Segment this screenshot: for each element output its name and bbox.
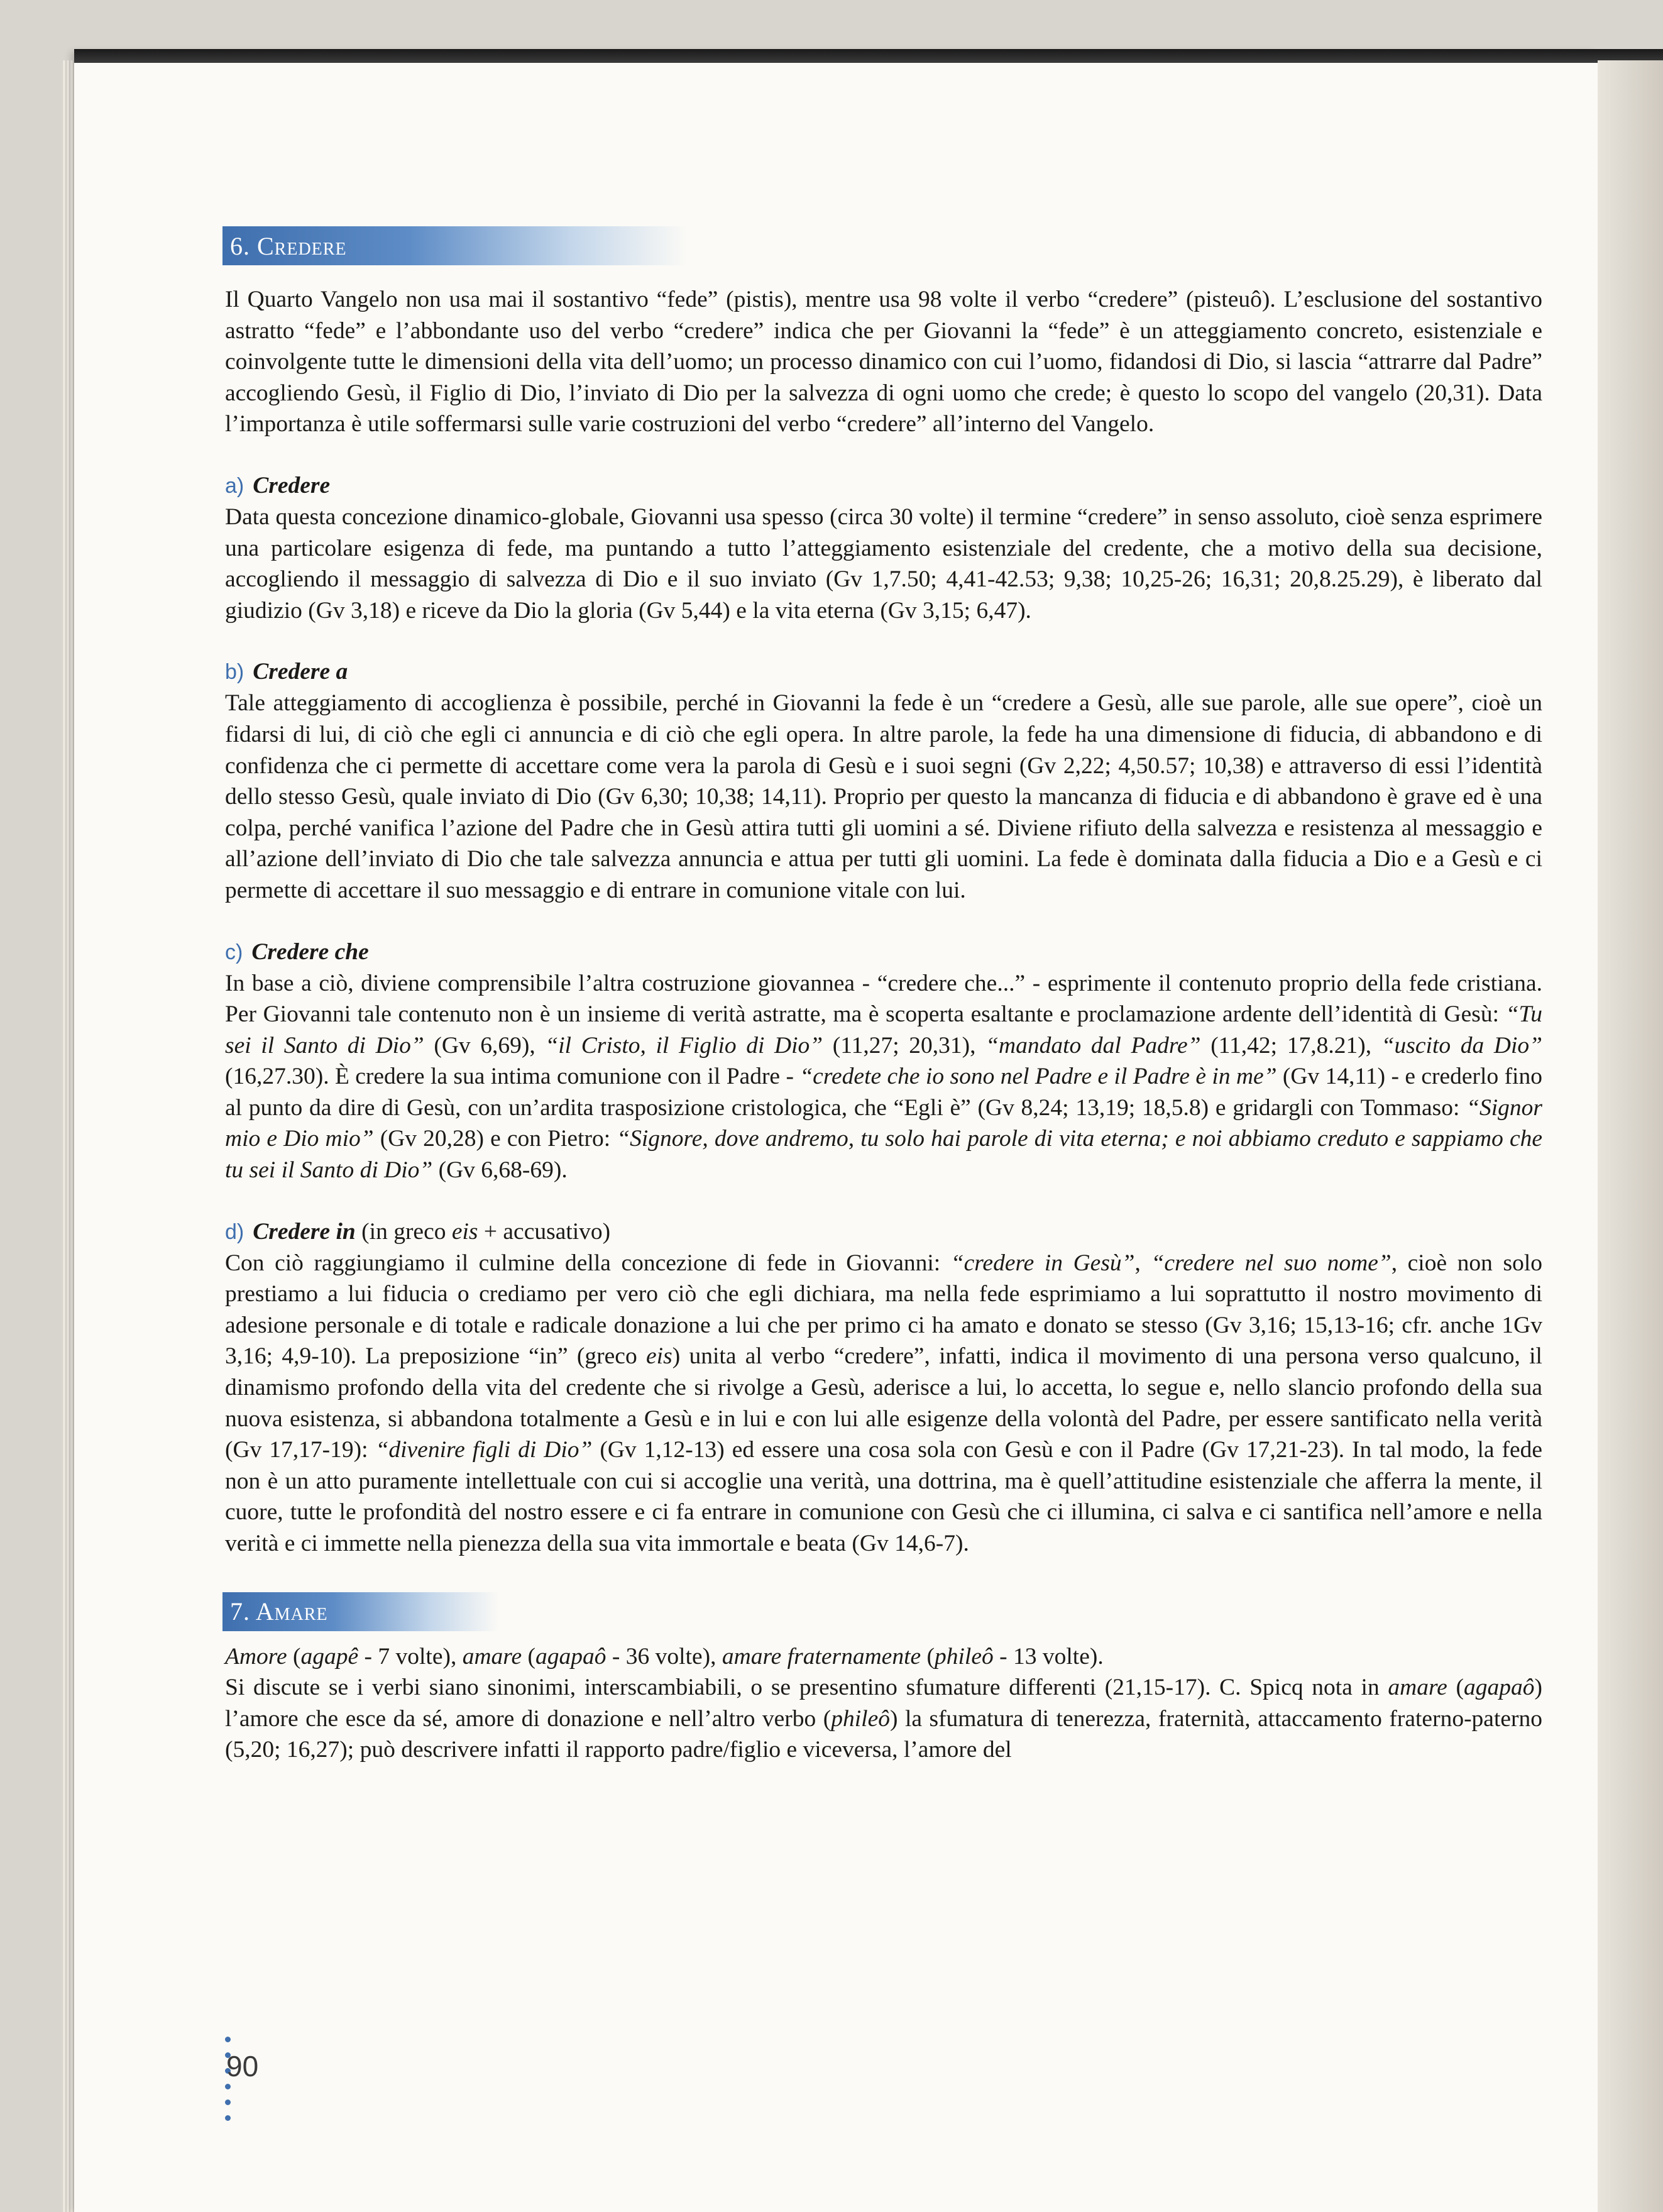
d-quote-1: “credere in Gesù” bbox=[950, 1250, 1135, 1276]
d-eis: eis bbox=[646, 1343, 672, 1370]
d-text-1: Con ciò raggiungiamo il culmine della concezione di fede in Giovanni: bbox=[225, 1250, 951, 1276]
c-text-2: (Gv 6,69), bbox=[424, 1032, 546, 1059]
subsection-a-heading bbox=[225, 470, 1542, 502]
a-text: Data questa concezione dinamico-globale, Giovanni usa spesso (circa 30 volte) il termine “credere” in senso assoluto, cioè senza esprimere una particolare esigenza di fede, ma puntando a tutto l’atteggiamento esistenziale del credente, che a motivo della sua decisione, accogliendo il messaggio di salvezza di Dio e il suo inviato (Gv 1,7.50; 4,41-42.53; 9,38; 10,25-26; 16,31; 20,8.25.29), è liberato dal giudizio (Gv 3,18) e riceve da Dio la gloria (Gv 5,44) e la vita eterna (Gv 3,15; 6,47). bbox=[225, 503, 1542, 624]
s7-amare-fraternamente: amare fraternamente bbox=[722, 1643, 921, 1670]
d-quote-3: “divenire figli di Dio” bbox=[375, 1437, 593, 1463]
s7-l2-agapao: agapaô bbox=[1464, 1675, 1535, 1701]
s7-amare: amare bbox=[462, 1643, 522, 1670]
page-content bbox=[225, 226, 1542, 1766]
s7-amore: Amore bbox=[225, 1643, 287, 1670]
subsection-d-text bbox=[225, 1248, 1542, 1560]
c-quote-3: “mandato dal Padre” bbox=[985, 1032, 1201, 1059]
subsection-d-title: Credere in bbox=[253, 1218, 356, 1245]
c-text-7: (Gv 20,28) e con Pietro: bbox=[373, 1126, 617, 1152]
c-text-5: (16,27.30). È credere la sua intima comunione con il Padre - bbox=[225, 1064, 800, 1090]
s7-l2-c: ) l’amore che esce da sé, amore di donazione e nell’altro verbo ( bbox=[225, 1675, 1542, 1732]
book-top-edge bbox=[74, 49, 1663, 63]
d-subtitle-1: (in greco bbox=[355, 1218, 452, 1245]
d-text-2: , bbox=[1134, 1250, 1151, 1276]
subsection-c-title: Credere che bbox=[251, 938, 369, 965]
c-quote-2: “il Cristo, il Figlio di Dio” bbox=[545, 1032, 823, 1059]
subsection-a-title: Credere bbox=[253, 472, 331, 498]
s7-l2-phileo: phileô bbox=[831, 1705, 890, 1732]
subsection-a-text bbox=[225, 502, 1542, 626]
s7-l2-d: ) la sfumatura di tenerezza, fraternità, attaccamento fraterno-paterno (5,20; 16,27); può descrivere infatti il rapporto padre/figlio e viceversa, l’amore del bbox=[225, 1705, 1542, 1763]
c-quote-7: “Signore, dove andremo, tu solo hai parole di vita eterna; e noi abbiamo creduto e sappiamo che tu sei il Santo di Dio” bbox=[225, 1126, 1543, 1184]
d-subtitle-eis: eis bbox=[451, 1218, 478, 1245]
c-quote-5: “credete che io sono nel Padre e il Padre è in me” bbox=[799, 1064, 1277, 1090]
d-subtitle-2: + accusativo) bbox=[478, 1218, 611, 1245]
section-7-heading: 7. Amare bbox=[230, 1597, 328, 1626]
subsection-b-heading bbox=[225, 656, 1542, 688]
d-text-5: (Gv 1,12-13) ed essere una cosa sola con Gesù e con il Padre (Gv 17,21-23). In tal modo, la fede non è un atto puramente intellettuale con cui si accoglie una verità, una dottrina, ma è quell’attitudine esistenziale che afferra la mente, il cuore, tutte le profondità del nostro essere e ci fa entrare in comunione con Gesù che ci illumina, ci salva e ci santifica nell’amore e nella verità e ci immette nella pienezza della sua vita immortale e beata (Gv 14,6-7). bbox=[225, 1437, 1542, 1556]
section-6-heading-bar bbox=[222, 226, 688, 265]
c-quote-1: “Tu sei il Santo di Dio” bbox=[225, 1001, 1542, 1059]
facing-page-edge bbox=[1598, 60, 1663, 2212]
subsection-c-heading bbox=[225, 937, 1542, 968]
subsection-d-letter: d) bbox=[225, 1219, 244, 1244]
c-text-1: In base a ciò, diviene comprensibile l’altra costruzione giovannea - “credere che...” - esprimente il contenuto proprio della fede cristiana. Per Giovanni tale contenuto non è un insieme di verità astratte, ma è scoperta esaltante e proclamazione ardente dell’identità di Gesù: bbox=[225, 970, 1542, 1028]
section-7-line-2 bbox=[225, 1672, 1542, 1766]
section-7-heading-bar bbox=[222, 1592, 499, 1631]
section-7 bbox=[225, 1592, 1542, 1766]
c-text-8: (Gv 6,68-69). bbox=[432, 1157, 568, 1184]
section-7-line-1 bbox=[225, 1641, 1542, 1673]
page-number: 90 bbox=[226, 2050, 259, 2083]
s7-agape: agapê bbox=[300, 1643, 359, 1670]
s7-l1-f: - 13 volte). bbox=[993, 1643, 1104, 1670]
section-6-intro bbox=[225, 284, 1542, 440]
d-text-4: ) unita al verbo “credere”, infatti, indica il movimento di una persona verso qualcuno, il dinamismo profondo della vita del credente che si rivolge a Gesù, aderisce a lui, lo accetta, lo segue e, nello slancio profondo della sua nuova esistenza, si abbandona totalmente a Gesù e in lui e con lui alle esigenze della volontà del Padre, per essere santificato nella verità (Gv 17,17-19): bbox=[225, 1343, 1542, 1463]
subsection-b-letter: b) bbox=[225, 660, 244, 685]
subsection-b-title: Credere a bbox=[253, 659, 348, 685]
s7-l2-a: Si discute se i verbi siano sinonimi, interscambiabili, o se presentino sfumature differenti (21,15-17). C. Spicq nota in bbox=[225, 1675, 1388, 1701]
c-text-6: (Gv 14,11) - e crederlo fino al punto da dire di Gesù, con un’ardita trasposizione cristologica, che “Egli è” (Gv 8,24; 13,19; 18,5.8) e gridargli con Tommaso: bbox=[225, 1064, 1542, 1121]
s7-l1-e: ( bbox=[921, 1643, 935, 1670]
subsection-c-letter: c) bbox=[225, 940, 243, 964]
s7-phileo: phileô bbox=[935, 1643, 994, 1670]
s7-l1-b: - 7 volte), bbox=[358, 1643, 463, 1670]
c-text-3: (11,27; 20,31), bbox=[823, 1032, 986, 1059]
s7-l2-amare: amare bbox=[1388, 1675, 1447, 1701]
c-quote-4: “uscito da Dio” bbox=[1381, 1032, 1542, 1059]
s7-l1-d: - 36 volte), bbox=[606, 1643, 722, 1670]
subsection-d-heading bbox=[225, 1216, 1542, 1248]
subsection-c-text bbox=[225, 968, 1542, 1186]
section-6-heading: 6. Credere bbox=[230, 231, 347, 260]
c-text-4: (11,42; 17,8.21), bbox=[1200, 1032, 1381, 1059]
subsection-b-text bbox=[225, 688, 1542, 906]
subsection-a-letter: a) bbox=[225, 473, 244, 498]
s7-l1-a: ( bbox=[287, 1643, 301, 1670]
d-text-3: , cioè non solo prestiamo a lui fiducia o crediamo per vero ciò che egli dichiara, ma nella fede esprimiamo a lui soprattutto il nostro movimento di adesione personale e di totale e radicale donazione a lui che per primo ci ha amato e donato se stesso (Gv 3,16; 15,13-16; cfr. anche 1Gv 3,16; 4,9-10). La preposizione “in” (greco bbox=[225, 1250, 1542, 1370]
s7-agapao: agapaô bbox=[535, 1643, 606, 1670]
b-text: Tale atteggiamento di accoglienza è possibile, perché in Giovanni la fede è un “credere a Gesù, alle sue parole, alle sue opere”, cioè un fidarsi di lui, di ciò che egli ci annuncia e di ciò che egli opera. In altre parole, la fede ha una dimensione di fiducia, di abbandono e di confidenza che ci permette di accettare come vera la parola di Gesù e i suoi segni (Gv 2,22; 4,50.57; 10,38) e attraverso di essi l’identità dello stesso Gesù, quale inviato di Dio (Gv 6,30; 10,38; 14,11). Proprio per questo la mancanza di fiducia e di abbandono è grave ed è una colpa, perché vanifica l’azione del Padre che in Gesù attira tutti gli uomini a sé. Diviene rifiuto della salvezza e resistenza al messaggio e all’azione dell’inviato di Dio che tale salvezza annuncia e attua per tutti gli uomini. La fede è dominata dalla fiducia a Dio e a Gesù e ci permette di accettare il suo messaggio e di entrare in comunione vitale con lui. bbox=[225, 690, 1542, 903]
s7-l1-c: ( bbox=[522, 1643, 536, 1670]
intro-text: Il Quarto Vangelo non usa mai il sostantivo “fede” (pistis), mentre usa 98 volte il verbo “credere” (pisteuô). L’esclusione del sostantivo astratto “fede” e l’abbondante uso del verbo “credere” indica che per Giovanni la “fede” è un atteggiamento concreto, esistenziale e coinvolgente tutte le dimensioni della vita dell’uomo; un processo dinamico con cui l’uomo, fidandosi di Dio, si lascia “attrarre dal Padre” accogliendo Gesù, il Figlio di Dio, l’inviato di Dio per la salvezza di ogni uomo che crede; è questo lo scopo del vangelo (20,31). Data l’importanza è utile soffermarsi sulle varie costruzioni del verbo “credere” all’interno del Vangelo. bbox=[225, 287, 1542, 437]
s7-l2-b: ( bbox=[1447, 1675, 1464, 1701]
c-quote-6: “Signor mio e Dio mio” bbox=[225, 1094, 1542, 1152]
d-quote-2: “credere nel suo nome” bbox=[1151, 1250, 1391, 1276]
